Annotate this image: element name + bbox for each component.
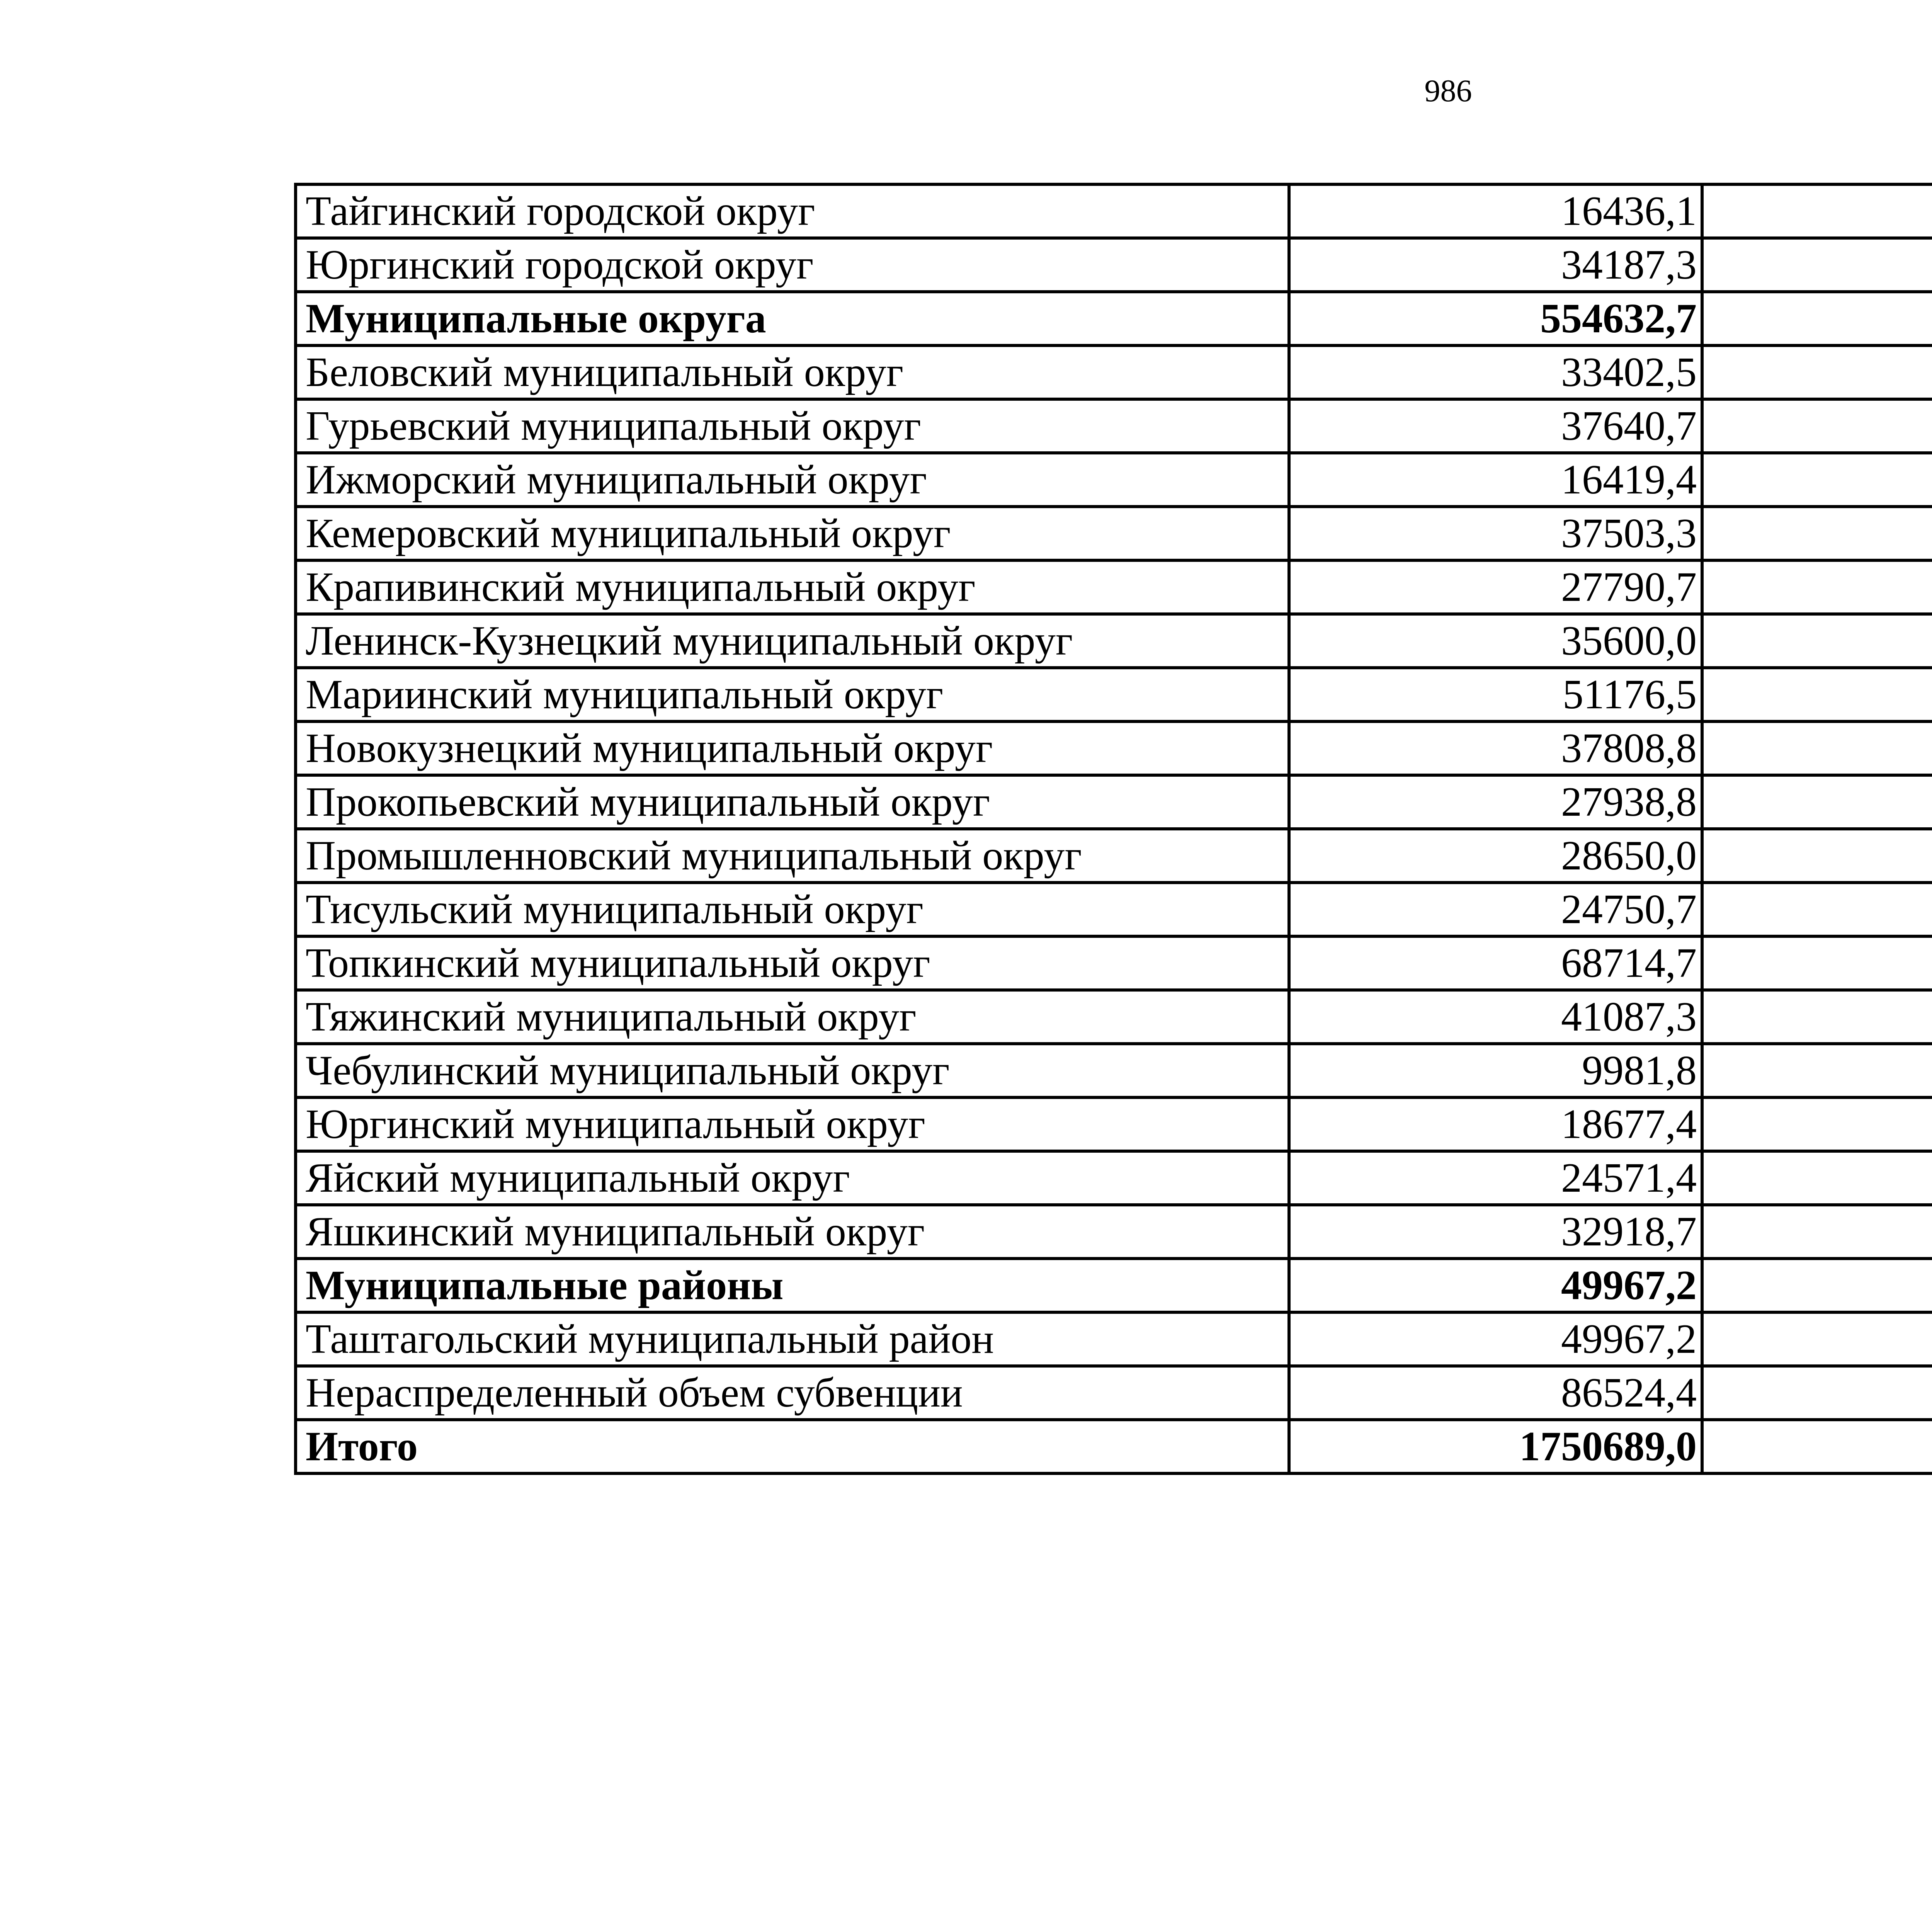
value-cell-2 xyxy=(1702,453,1932,507)
value-cell-2 xyxy=(1702,292,1932,345)
table-row xyxy=(296,775,1932,829)
page-number: 986 xyxy=(1424,73,1472,108)
table-row xyxy=(296,399,1932,453)
table-row xyxy=(296,1420,1932,1473)
value-cell-2 xyxy=(1702,1205,1932,1259)
value-cell-2 xyxy=(1702,560,1932,614)
row-name-cell: Нераспределенный объем субвенции xyxy=(296,1366,1289,1420)
table-row xyxy=(296,1044,1932,1097)
value-cell-1: 34187,3 xyxy=(1289,238,1702,292)
value-cell-1: 37640,7 xyxy=(1289,399,1702,453)
table-row xyxy=(296,829,1932,883)
row-name-cell: Итого xyxy=(296,1420,1289,1473)
row-name-cell: Яйский муниципальный округ xyxy=(296,1151,1289,1205)
row-name-cell: Тисульский муниципальный округ xyxy=(296,883,1289,936)
row-name-cell: Беловский муниципальный округ xyxy=(296,345,1289,399)
value-cell-2 xyxy=(1702,614,1932,668)
value-cell-1: 16436,1 xyxy=(1289,184,1702,238)
row-name-cell: Таштагольский муниципальный район xyxy=(296,1312,1289,1366)
table-row xyxy=(296,453,1932,507)
value-cell-1: 1750689,0 xyxy=(1289,1420,1702,1473)
table-row xyxy=(296,990,1932,1044)
row-name-cell: Крапивинский муниципальный округ xyxy=(296,560,1289,614)
row-name-cell: Юргинский муниципальный округ xyxy=(296,1097,1289,1151)
value-cell-1: 27938,8 xyxy=(1289,775,1702,829)
value-cell-1: 49967,2 xyxy=(1289,1259,1702,1312)
value-cell-1: 28650,0 xyxy=(1289,829,1702,883)
value-cell-2 xyxy=(1702,990,1932,1044)
value-cell-2 xyxy=(1702,399,1932,453)
value-cell-1: 35600,0 xyxy=(1289,614,1702,668)
row-name-cell: Промышленновский муниципальный округ xyxy=(296,829,1289,883)
table-row xyxy=(296,184,1932,238)
row-name-cell: Новокузнецкий муниципальный округ xyxy=(296,721,1289,775)
value-cell-1: 86524,4 xyxy=(1289,1366,1702,1420)
value-cell-1: 18677,4 xyxy=(1289,1097,1702,1151)
table-row xyxy=(296,1097,1932,1151)
row-name-cell: Кемеровский муниципальный округ xyxy=(296,507,1289,560)
value-cell-1: 37808,8 xyxy=(1289,721,1702,775)
value-cell-1: 33402,5 xyxy=(1289,345,1702,399)
table-row xyxy=(296,1151,1932,1205)
value-cell-2 xyxy=(1702,238,1932,292)
value-cell-2 xyxy=(1702,1312,1932,1366)
row-name-cell: Топкинский муниципальный округ xyxy=(296,936,1289,990)
table-row xyxy=(296,238,1932,292)
value-cell-2 xyxy=(1702,1097,1932,1151)
table-row xyxy=(296,721,1932,775)
row-name-cell: Гурьевский муниципальный округ xyxy=(296,399,1289,453)
row-name-cell: Тайгинский городской округ xyxy=(296,184,1289,238)
table-row xyxy=(296,1312,1932,1366)
row-name-cell: Яшкинский муниципальный округ xyxy=(296,1205,1289,1259)
table-row xyxy=(296,1366,1932,1420)
value-cell-2 xyxy=(1702,1151,1932,1205)
value-cell-1: 68714,7 xyxy=(1289,936,1702,990)
value-cell-2 xyxy=(1702,507,1932,560)
value-cell-1: 32918,7 xyxy=(1289,1205,1702,1259)
value-cell-2 xyxy=(1702,1420,1932,1473)
row-name-cell: Мариинский муниципальный округ xyxy=(296,668,1289,721)
value-cell-1: 24571,4 xyxy=(1289,1151,1702,1205)
table-row xyxy=(296,936,1932,990)
value-cell-2 xyxy=(1702,829,1932,883)
value-cell-2 xyxy=(1702,721,1932,775)
row-name-cell: Ленинск-Кузнецкий муниципальный округ xyxy=(296,614,1289,668)
row-name-cell: Чебулинский муниципальный округ xyxy=(296,1044,1289,1097)
value-cell-1: 41087,3 xyxy=(1289,990,1702,1044)
value-cell-2 xyxy=(1702,345,1932,399)
table-row xyxy=(296,560,1932,614)
value-cell-1: 9981,8 xyxy=(1289,1044,1702,1097)
value-cell-2 xyxy=(1702,1366,1932,1420)
value-cell-2 xyxy=(1702,1044,1932,1097)
value-cell-2 xyxy=(1702,668,1932,721)
value-cell-1: 24750,7 xyxy=(1289,883,1702,936)
row-name-cell: Ижморский муниципальный округ xyxy=(296,453,1289,507)
value-cell-2 xyxy=(1702,184,1932,238)
table-row xyxy=(296,883,1932,936)
table-body xyxy=(296,184,1932,1473)
subvention-table xyxy=(294,183,1932,1475)
value-cell-1: 554632,7 xyxy=(1289,292,1702,345)
value-cell-1: 16419,4 xyxy=(1289,453,1702,507)
value-cell-2 xyxy=(1702,775,1932,829)
table-row xyxy=(296,345,1932,399)
row-name-cell: Муниципальные округа xyxy=(296,292,1289,345)
value-cell-1: 27790,7 xyxy=(1289,560,1702,614)
row-name-cell: Юргинский городской округ xyxy=(296,238,1289,292)
table-row xyxy=(296,614,1932,668)
table-row xyxy=(296,292,1932,345)
value-cell-2 xyxy=(1702,936,1932,990)
table-row xyxy=(296,1205,1932,1259)
row-name-cell: Тяжинский муниципальный округ xyxy=(296,990,1289,1044)
row-name-cell: Прокопьевский муниципальный округ xyxy=(296,775,1289,829)
table-row xyxy=(296,507,1932,560)
value-cell-2 xyxy=(1702,883,1932,936)
value-cell-2 xyxy=(1702,1259,1932,1312)
row-name-cell: Муниципальные районы xyxy=(296,1259,1289,1312)
value-cell-1: 49967,2 xyxy=(1289,1312,1702,1366)
table-row xyxy=(296,1259,1932,1312)
table-row xyxy=(296,668,1932,721)
value-cell-1: 37503,3 xyxy=(1289,507,1702,560)
value-cell-1: 51176,5 xyxy=(1289,668,1702,721)
